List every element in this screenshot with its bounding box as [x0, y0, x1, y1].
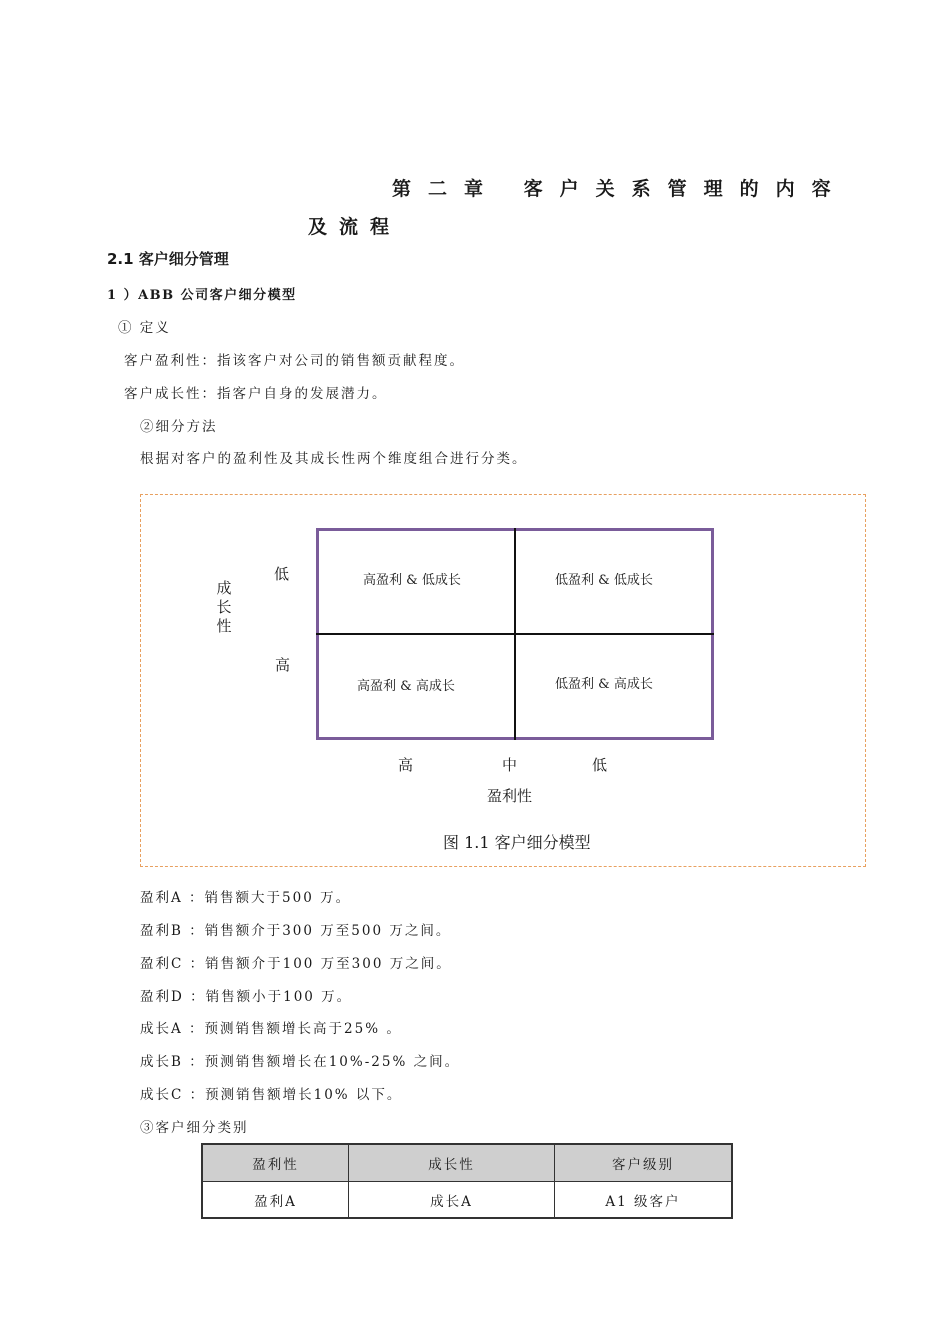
chapter-title-line1: 第二章 客户关系管理的内容 [392, 178, 848, 200]
cell-profit: 盈利A [202, 1182, 349, 1219]
y-axis-high: 高 [275, 656, 291, 674]
matrix-horizontal-divider [316, 633, 714, 635]
x-axis-mid: 中 [502, 756, 518, 774]
header-level: 客户级别 [555, 1144, 733, 1182]
definition-profit: 客户盈利性：指该客户对公司的销售额贡献程度。 [124, 353, 465, 369]
header-growth: 成长性 [349, 1144, 555, 1182]
criteria-growth-b: 成长B ：预测销售额增长在10%-25% 之间。 [140, 1054, 461, 1070]
chapter-title-line2: 及流程 [308, 216, 402, 238]
criteria-profit-b: 盈利B ：销售额介于300 万至500 万之间。 [140, 923, 452, 939]
table-row [202, 1182, 732, 1219]
section-heading: 2.1 客户细分管理 [107, 250, 229, 268]
x-axis-title: 盈利性 [487, 787, 533, 805]
figure-caption: 图 1.1 客户细分模型 [443, 833, 591, 852]
cell-low-profit-high-growth: 低盈利 & 高成长 [555, 677, 653, 692]
criteria-growth-c: 成长C ：预测销售额增长10% 以下。 [140, 1087, 403, 1103]
method-label: ②细分方法 [140, 419, 218, 435]
subsection-heading: 1 ）ABB 公司客户细分模型 [107, 288, 297, 303]
cell-high-profit-low-growth: 高盈利 & 低成长 [363, 573, 461, 588]
x-axis-low: 低 [592, 756, 608, 774]
x-axis-high: 高 [398, 756, 414, 774]
cell-growth: 成长A [349, 1182, 555, 1219]
definition-label: ① 定义 [118, 320, 171, 336]
header-profit: 盈利性 [202, 1144, 349, 1182]
criteria-growth-a: 成长A ：预测销售额增长高于25% 。 [140, 1021, 402, 1037]
method-text: 根据对客户的盈利性及其成长性两个维度组合进行分类。 [140, 451, 528, 467]
categories-label: ③客户细分类别 [140, 1120, 249, 1136]
y-axis-low: 低 [274, 565, 290, 583]
cell-level: A1 级客户 [555, 1182, 733, 1219]
cell-high-profit-high-growth: 高盈利 & 高成长 [357, 679, 455, 694]
definition-growth: 客户成长性：指客户自身的发展潜力。 [124, 386, 388, 402]
table-header-row [202, 1144, 732, 1182]
y-axis-title: 成长性 [216, 579, 232, 635]
categories-table [201, 1143, 733, 1219]
criteria-profit-d: 盈利D ：销售额小于100 万。 [140, 989, 353, 1005]
criteria-profit-a: 盈利A ：销售额大于500 万。 [140, 890, 352, 906]
cell-low-profit-low-growth: 低盈利 & 低成长 [555, 573, 653, 588]
criteria-profit-c: 盈利C ：销售额介于100 万至300 万之间。 [140, 956, 452, 972]
